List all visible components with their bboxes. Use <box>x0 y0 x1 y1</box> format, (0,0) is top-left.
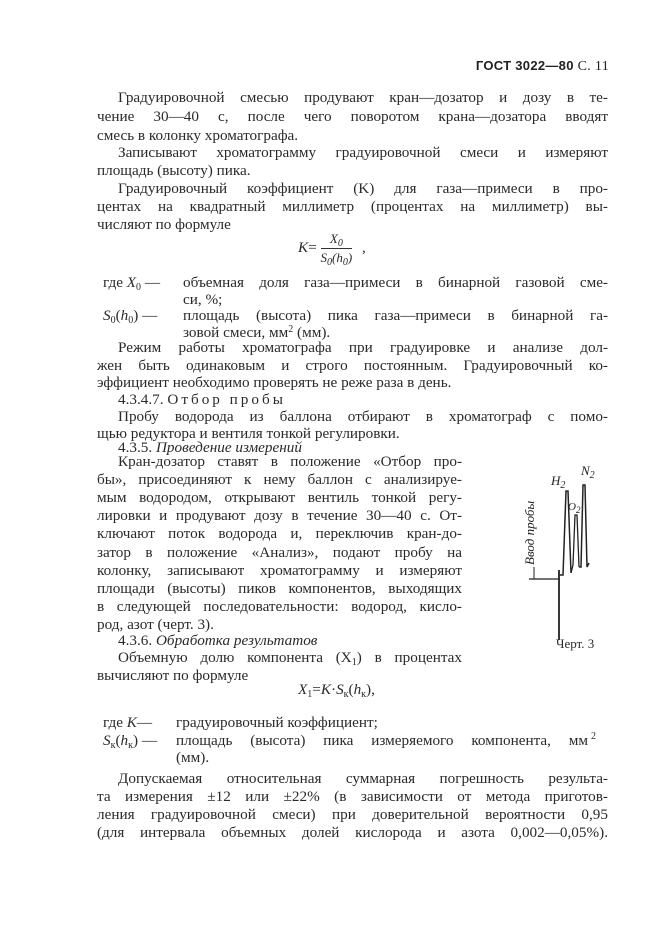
formula-var: X <box>126 274 137 291</box>
formula-sub: 1 <box>307 689 313 700</box>
peak-label-h2: $H_2$ <box>551 473 566 491</box>
dash: — <box>144 274 161 291</box>
formula-var: X <box>329 231 338 246</box>
dash: — <box>142 307 158 324</box>
formula-sub: 0 <box>128 315 134 326</box>
text-line: щью редуктора и вентиля тонкой регулировки. <box>97 425 400 442</box>
formula-comma: , <box>371 681 375 698</box>
section-number: 4.3.6. <box>118 632 153 649</box>
text: ) в процентах <box>356 649 462 666</box>
numerator <box>321 231 353 249</box>
text-line: бы», присоединяют к нему баллон с анализируе- <box>97 471 462 488</box>
formula-sub: 0 <box>110 315 116 326</box>
formula-var: K <box>320 681 331 698</box>
section-title: Отбор пробы <box>167 391 286 408</box>
where-prefix: где <box>103 274 123 291</box>
formula-var: S <box>103 307 111 324</box>
superscript: 2 <box>288 324 294 335</box>
fraction <box>321 231 353 266</box>
text-line: ления градуировочной смеси) при доверительной вероятности 0,95 <box>97 806 608 823</box>
text: площадь (высота) пика измеряемого компонента, мм <box>176 732 588 749</box>
text-line: Допускаемая относительная суммарная погрешность результа- <box>118 770 608 787</box>
formula-k <box>298 231 366 266</box>
text-line: в следующей последовательности: водород, кисло- <box>97 598 462 615</box>
text-line: Градуировочный коэффициент (K) для газа—примеси в про- <box>118 180 608 197</box>
formula-var: K <box>298 238 309 256</box>
text-line: Пробу водорода из баллона отбирают в хроматограф с помо- <box>118 408 608 425</box>
formula-var: S <box>336 681 344 698</box>
text-line: затор в положение «Анализ», подают пробу на <box>97 544 462 561</box>
text: Объемную долю компонента (X <box>118 649 352 666</box>
text-line: (для интервала объемных долей кислорода и азота 0,002—0,05%). <box>97 824 608 841</box>
text-line: эффициент необходимо проверять не реже раза в день. <box>97 374 452 391</box>
definition-line: си, %; <box>183 291 223 308</box>
term-k <box>103 713 152 732</box>
figure-caption: Черт. 3 <box>556 636 595 651</box>
formula-var: h <box>353 681 362 698</box>
formula-var: K <box>126 714 137 731</box>
text-line: вычисляют по формуле <box>97 667 249 684</box>
unit: зовой смеси, мм <box>183 324 289 341</box>
text-line: мым водородом, открывают вентиль тонкой регу- <box>97 489 462 506</box>
peak-label-o2: $O_2$ <box>568 501 581 515</box>
text-line <box>118 648 462 667</box>
definition-line: объемная доля газа—примеси в бинарной газовой сме- <box>183 274 608 291</box>
term-x0 <box>103 273 160 292</box>
dash: — <box>141 732 158 749</box>
peak-o2 <box>571 515 579 573</box>
section-number: 4.3.5. <box>118 439 153 456</box>
text-line: род, азот (черт. 3). <box>97 616 214 633</box>
text-line: площадь (высоту) пика. <box>97 162 251 179</box>
text-line: чение 30—40 с, после чего поворотом крана—дозатора вводят <box>97 108 608 125</box>
section-title: Обработка результатов <box>155 632 318 649</box>
text-line: лировки и продувают дозу в течение 30—40 с. От- <box>97 507 462 524</box>
standard-number: ГОСТ 3022—80 <box>475 58 574 73</box>
formula-sub: к <box>343 689 349 700</box>
text-line: жен быть одинаковым и строго постоянным. Градуировочный ко- <box>97 357 608 374</box>
formula-sub: 0 <box>327 257 333 268</box>
formula-sub: 0 <box>337 238 343 249</box>
text-line: центах на квадратный миллиметр (процентах на миллиметр) вы- <box>97 198 608 215</box>
formula-var: S <box>320 250 328 265</box>
text-line: та измерения ±12 или ±22% (в зависимости от метода приготов- <box>97 788 608 805</box>
definition-line: градуировочный коэффициент; <box>176 714 378 731</box>
text-line: числяют по формуле <box>97 216 231 233</box>
sample-input-label: Ввод пробы <box>522 500 537 565</box>
text-line: Градуировочной смесью продувают кран—дозатор и дозу в те- <box>118 89 608 106</box>
page-number: С. 11 <box>577 59 609 74</box>
text-line: Записывают хроматограмму градуировочной смеси и измеряют <box>118 144 608 161</box>
text-line: Кран-дозатор ставят в положение «Отбор про- <box>118 453 462 470</box>
peak-n2 <box>579 485 589 567</box>
formula-sub: 0 <box>136 282 142 293</box>
superscript: 2 <box>591 731 596 742</box>
text-line: площади (высоты) пиков компонентов, выходящих <box>97 580 462 597</box>
peak-label-n2: $N_2$ <box>581 463 595 481</box>
formula-sub: к <box>361 689 367 700</box>
denominator: $S_0(h_0)$ <box>320 250 353 268</box>
formula-sub: к <box>110 740 116 751</box>
text-line: ключают поток водорода и, переключив кран-до- <box>97 525 462 542</box>
formula-comma: , <box>362 238 366 256</box>
text-line: Режим работы хроматографа при градуировке и анализе дол- <box>118 339 608 356</box>
where-prefix: где <box>103 714 123 731</box>
formula-var: S <box>103 732 111 749</box>
page-header <box>476 58 609 75</box>
text-line: колонку, записывают хроматограмму и измеряют <box>97 562 462 579</box>
term-sk: $S_к(h_к)$ — <box>103 732 158 751</box>
formula-var: h <box>120 732 129 749</box>
formula-eq: = <box>308 238 317 256</box>
section-title: Проведение измерений <box>155 439 302 456</box>
formula-var: X <box>298 681 308 698</box>
formula-sub: к <box>128 740 133 751</box>
definition-line: (мм). <box>176 749 210 766</box>
term-s0: $S_0(h_0)$ — <box>103 307 158 326</box>
formula-sub: 0 <box>342 257 348 268</box>
section-number: 4.3.4.7. <box>118 391 164 408</box>
formula-var: h <box>120 307 129 324</box>
formula-dot: · <box>331 681 337 698</box>
dash: — <box>136 714 153 731</box>
formula-eq: = <box>312 681 321 698</box>
formula-var: h <box>336 250 343 265</box>
chromatogram-figure <box>505 455 615 660</box>
formula-sub: 1 <box>351 657 357 667</box>
unit: (мм). <box>293 324 331 341</box>
definition-line: площадь (высота) пика газа—примеси в бинарной га- <box>183 307 608 324</box>
formula-x1: $X_1=K\cdot S_к(h_к)$, <box>298 681 375 700</box>
text-line: смесь в колонку хроматографа. <box>97 127 299 144</box>
